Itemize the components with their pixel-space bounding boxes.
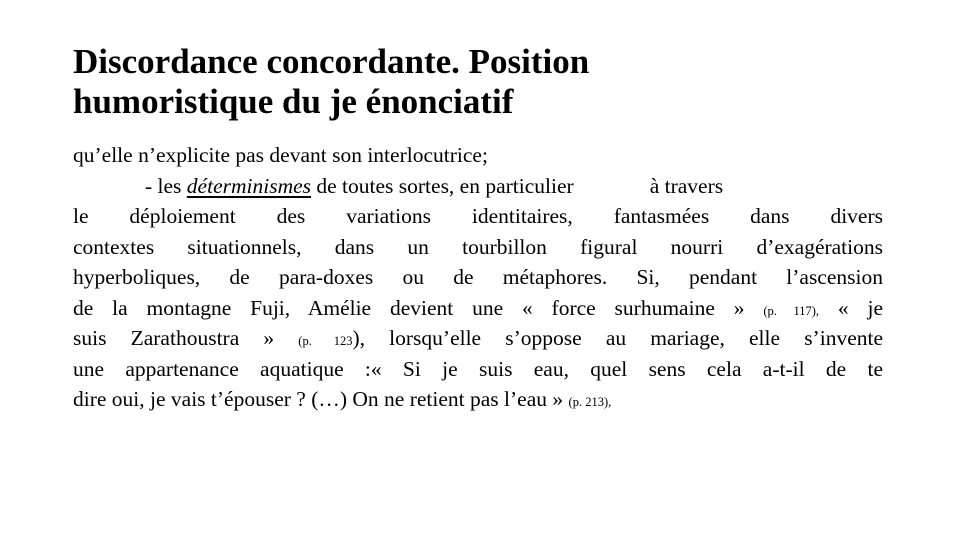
text-line-9-start: dire oui, je vais t’épouser ? (…) On ne retient pas l’eau » bbox=[73, 387, 569, 411]
title-line-1: Discordance concordante. Position bbox=[73, 42, 590, 81]
slide-title bbox=[73, 42, 893, 122]
text-line-6 bbox=[73, 293, 883, 324]
text-line-2-end: à travers bbox=[649, 173, 724, 198]
text-line-3: le déploiement des variations identitaires, fantasmées dans divers bbox=[73, 204, 883, 228]
text-line-1: qu’elle n’explicite pas devant son interlocutrice; bbox=[73, 143, 488, 167]
page-reference-123: (p. 123 bbox=[298, 334, 353, 348]
page-reference-117: (p. 117), bbox=[763, 303, 820, 318]
text-line-4: contextes situationnels, dans un tourbillon figural nourri d’exagérations bbox=[73, 234, 883, 259]
title-line-2: humoristique du je énonciatif bbox=[73, 82, 514, 121]
text-line-2-middle: de toutes sortes, en particulier bbox=[311, 173, 574, 198]
emphasis-determinismes: déterminismes bbox=[186, 173, 311, 198]
text-line-7-start: suis Zarathoustra » bbox=[73, 326, 299, 350]
text-line-8: une appartenance aquatique :« Si je suis eau, quel sens cela a-t-il de te bbox=[73, 356, 883, 381]
text-line-2 bbox=[73, 171, 883, 202]
text-line-6-start: de la montagne Fuji, Amélie devient une « force surhumaine » bbox=[73, 295, 764, 320]
text-line-7-end: ), lorsqu’elle s’oppose au mariage, elle s’invente bbox=[352, 326, 883, 350]
text-line-5: hyperboliques, de para-doxes ou de métaphores. Si, pendant l’ascension bbox=[73, 265, 883, 289]
list-dash-text: - les bbox=[145, 173, 187, 198]
page-reference-213: (p. 213), bbox=[568, 395, 612, 409]
body-text bbox=[73, 140, 883, 415]
text-line-9 bbox=[73, 384, 883, 415]
text-line-7 bbox=[73, 323, 883, 354]
text-line-6-end: « je bbox=[819, 295, 883, 320]
